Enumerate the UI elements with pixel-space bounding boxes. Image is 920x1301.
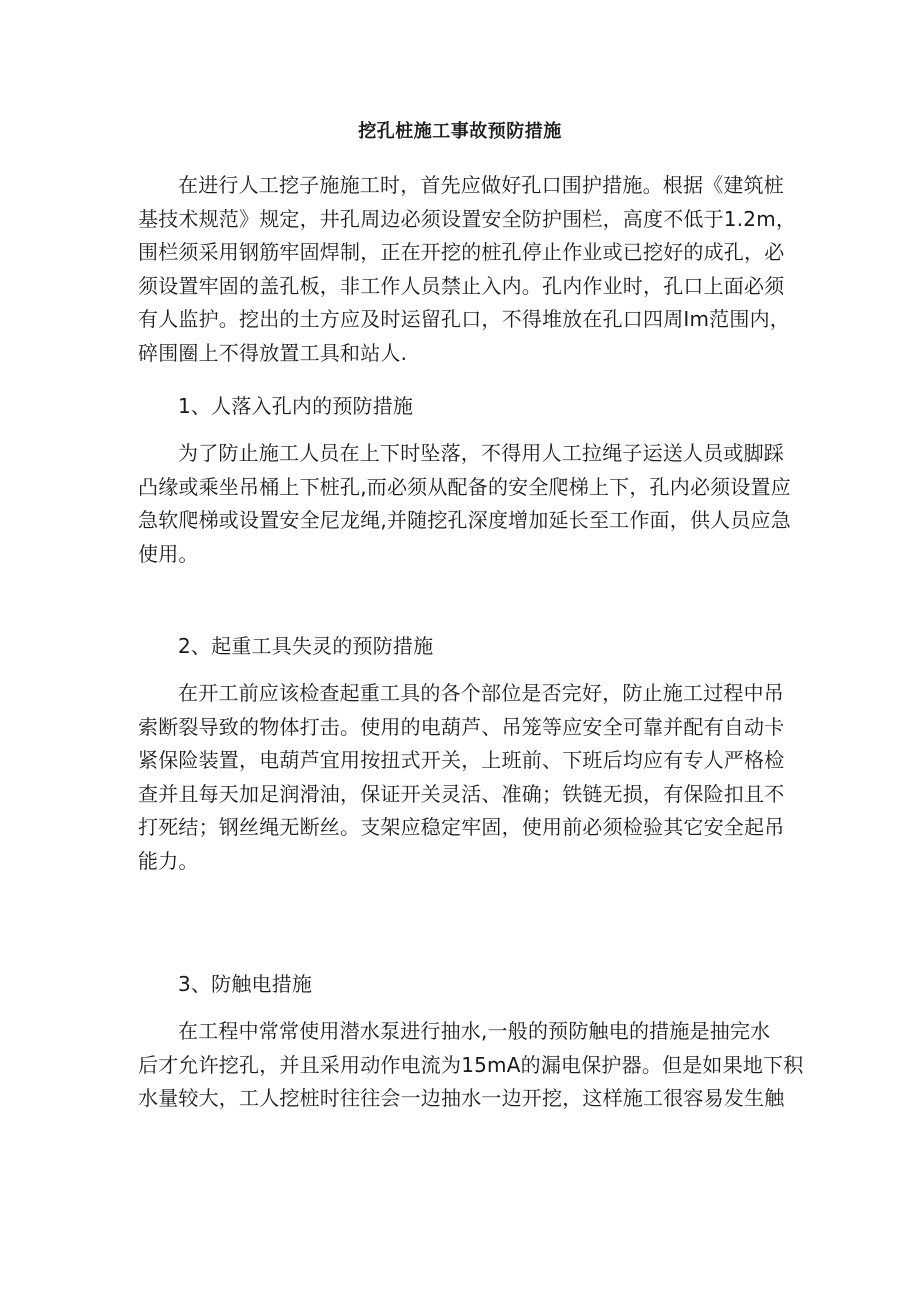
paragraph-line: 紧保险装置，电葫芦宜用按扭式开关，上班前、下班后均应有专人严格检 [138,748,785,772]
section-heading-3 [138,968,788,1002]
paragraph-line: 在进行人工挖子施施工时，首先应做好孔口围护措施。根据《建筑桩 [178,173,784,197]
paragraph-line: 碎围圈上不得放置工具和站人. [138,340,408,365]
paragraph-line: 使用。 [138,541,199,566]
paragraph-line: 有人监护。挖出的土方应及时运留孔口，不得堆放在孔口四周Im范围内， [138,307,790,331]
section-paragraph-3 [138,1015,804,1116]
paragraph-line: 后才允许挖孔，并且采用动作电流为15mA的漏电保护器。但是如果地下积 [138,1052,804,1077]
section-heading-text: 1、人落入孔内的预防措施 [178,394,414,418]
paragraph-line: 在工程中常常使用潜水泵进行抽水,一般的预防触电的措施是抽完水 [178,1019,771,1043]
paragraph-line: 为了防止施工人员在上下时坠落，不得用人工拉绳子运送人员或脚踩 [178,441,784,465]
paragraph-line: 查并且每天加足润滑油，保证开关灵活、准确；铁链无损，有保险扣且不 [138,781,785,806]
paragraph-line: 急软爬梯或设置安全尼龙绳,并随挖孔深度增加延长至工作面，供人员应急 [138,508,791,532]
paragraph-line: 凸缘或乘坐吊桶上下桩孔,而必须从配备的安全爬梯上下，孔内必须设置应 [138,474,791,499]
section-heading-text: 2、起重工具失灵的预防措施 [178,634,434,658]
paragraph-line: 能力。 [138,848,199,873]
section-paragraph-1 [138,437,791,571]
paragraph-line: 围栏须采用钢筋牢固焊制，正在开挖的桩孔停止作业或已挖好的成孔，必 [138,240,785,264]
paragraph-line: 水量较大，工人挖桩时往往会一边抽水一边开挖，这样施工很容易发生触 [138,1086,785,1110]
paragraph-line: 须设置牢固的盖孔板，非工作人员禁止入内。孔内作业时，孔口上面必须 [138,273,785,298]
section-heading-1 [138,390,788,424]
paragraph-line: 索断裂导致的物体打击。使用的电葫芦、吊笼等应安全可靠并配有自动卡 [138,714,785,739]
section-heading-text: 3、防触电措施 [178,972,313,996]
paragraph-line: 基技术规范》规定，井孔周边必须设置安全防护围栏，高度不低于1.2m， [138,206,797,231]
paragraph-line: 打死结；钢丝绳无断丝。支架应稳定牢固，使用前必须检验其它安全起吊 [138,815,785,839]
intro-paragraph [138,169,797,370]
section-heading-2 [138,630,788,664]
document-title: 挖孔桩施工事故预防措施 [358,121,562,142]
paragraph-line: 在开工前应该检查起重工具的各个部位是否完好，防止施工过程中吊 [178,681,784,705]
section-paragraph-2 [138,677,788,878]
